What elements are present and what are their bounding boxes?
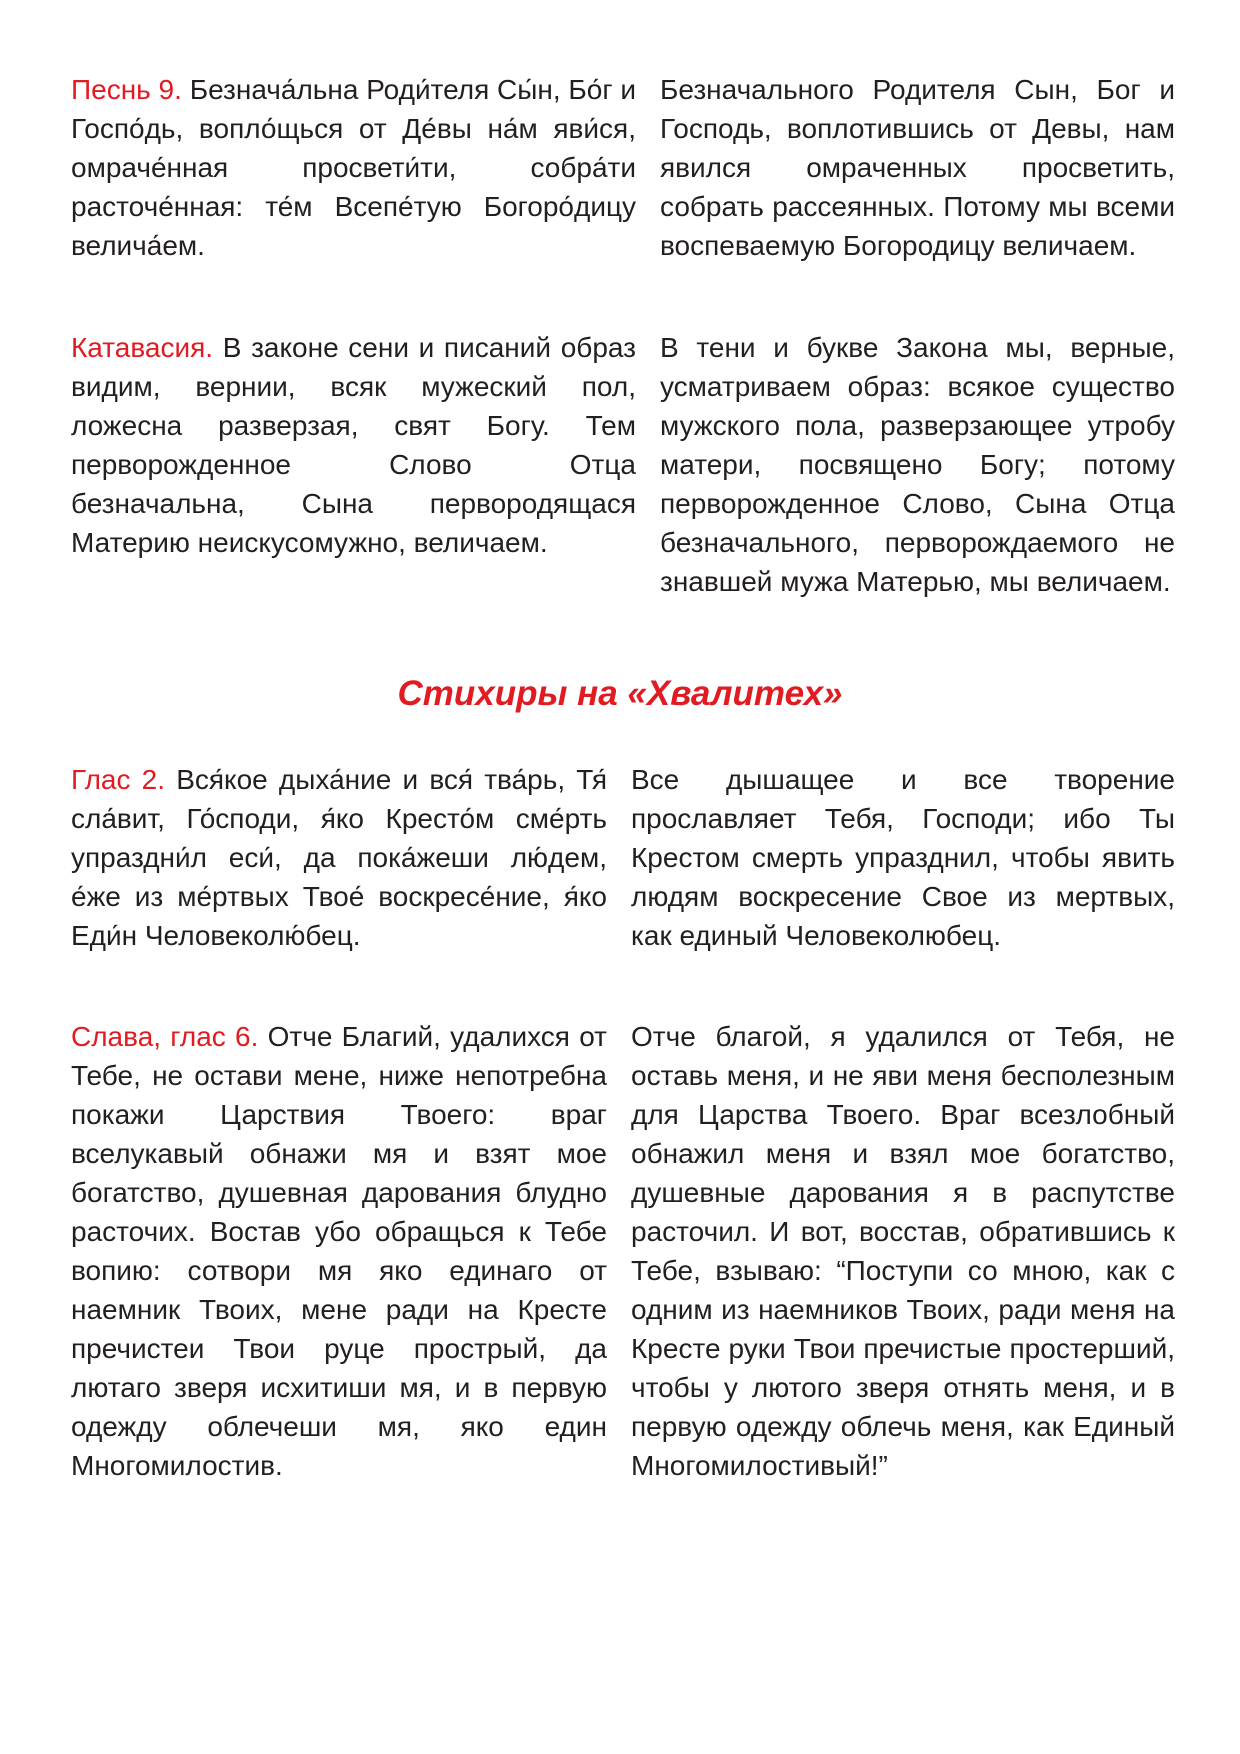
slavonic-text: В законе сени и писаний образ видим, вернии, всяк мужеский пол, ложесна разверзая, свят Богу. Тем перворожденное Слово Отца безначальна, Сына первородящася Материю неискусомужно, величаем. — [71, 332, 636, 558]
russian-paragraph-glory-tone-6: Отче благой, я удалился от Тебя, не оставь меня, и не яви меня бесполезным для Царства Твоего. Враг всезлобный обнажил меня и взял мое богатство, душевные дарования я в распутстве расточил. И вот, восстав, обратившись к Тебе, взываю: “Поступи со мною, как с одним из наемников Твоих, ради меня на Кресте руки Твои пречистые простерший, чтобы у лютого зверя отнять меня, и в первую одежду облечь меня, как Единый Многомилостивый!” — [631, 1021, 1175, 1481]
slavonic-paragraph-song-9 — [71, 70, 636, 265]
russian-paragraph-tone-2: Все дышащее и все творение прославляет Тебя, Господи; ибо Ты Крестом смерть упразднил, чтобы явить людям воскресение Свое из мертвых, как единый Человеколюбец. — [631, 764, 1175, 951]
slavonic-paragraph-tone-2 — [71, 760, 607, 955]
slavonic-text: Безнача́льна Роди́теля Сы́н, Бо́г и Госпо́дь, вопло́щься от Де́вы на́м яви́ся, омраче́нная просвети́ти, собра́ти расточе́нная: те́м Всепе́тую Богоро́дицу велича́ем. — [71, 74, 637, 261]
section-label: Песнь 9. — [71, 74, 182, 105]
slavonic-paragraph-katavasia — [71, 328, 636, 562]
slavonic-paragraph-glory-tone-6 — [71, 1017, 607, 1485]
section-label: Глас 2. — [71, 764, 166, 795]
russian-paragraph-song-9: Безначального Родителя Сын, Бог и Господь, воплотившись от Девы, нам явился омраченных просветить, собрать рассеянных. Потому мы всеми воспеваемую Богородицу величаем. — [660, 74, 1175, 261]
slavonic-text: Вся́кое дыха́ние и вся́ тва́рь, Тя́ сла́вит, Го́споди, я́ко Кресто́м сме́рть упраздни́л еси́, да пока́жеши лю́дем, е́же из ме́ртвых Твое́ воскресе́ние, я́ко Еди́н Человеколю́бец. — [71, 764, 607, 951]
section-label: Катавасия. — [71, 332, 214, 363]
section-heading: Стихиры на «Хвалитех» — [397, 674, 843, 713]
russian-paragraph-katavasia: В тени и букве Закона мы, верные, усматриваем образ: всякое существо мужского пола, разверзающее утробу матери, посвящено Богу; потому перворожденное Слово, Сына Отца безначального, перворождаемого не знавшей мужа Матерью, мы величаем. — [660, 332, 1175, 597]
section-label: Слава, глас 6. — [71, 1021, 259, 1052]
slavonic-text: Отче Благий, удалихся от Тебе, не остави мене, ниже непотребна покажи Царствия Твоего: враг вселукавый обнажи мя и взят мое богатство, душевная дарования блудно расточих. Востав убо обращься к Тебе вопию: сотвори мя яко единаго от наемник Твоих, мене ради на Кресте пречистеи Твои руце прострый, да лютаго зверя исхитиши мя, и в первую одежду облечеши мя, яко един Многомилостив. — [71, 1021, 607, 1481]
